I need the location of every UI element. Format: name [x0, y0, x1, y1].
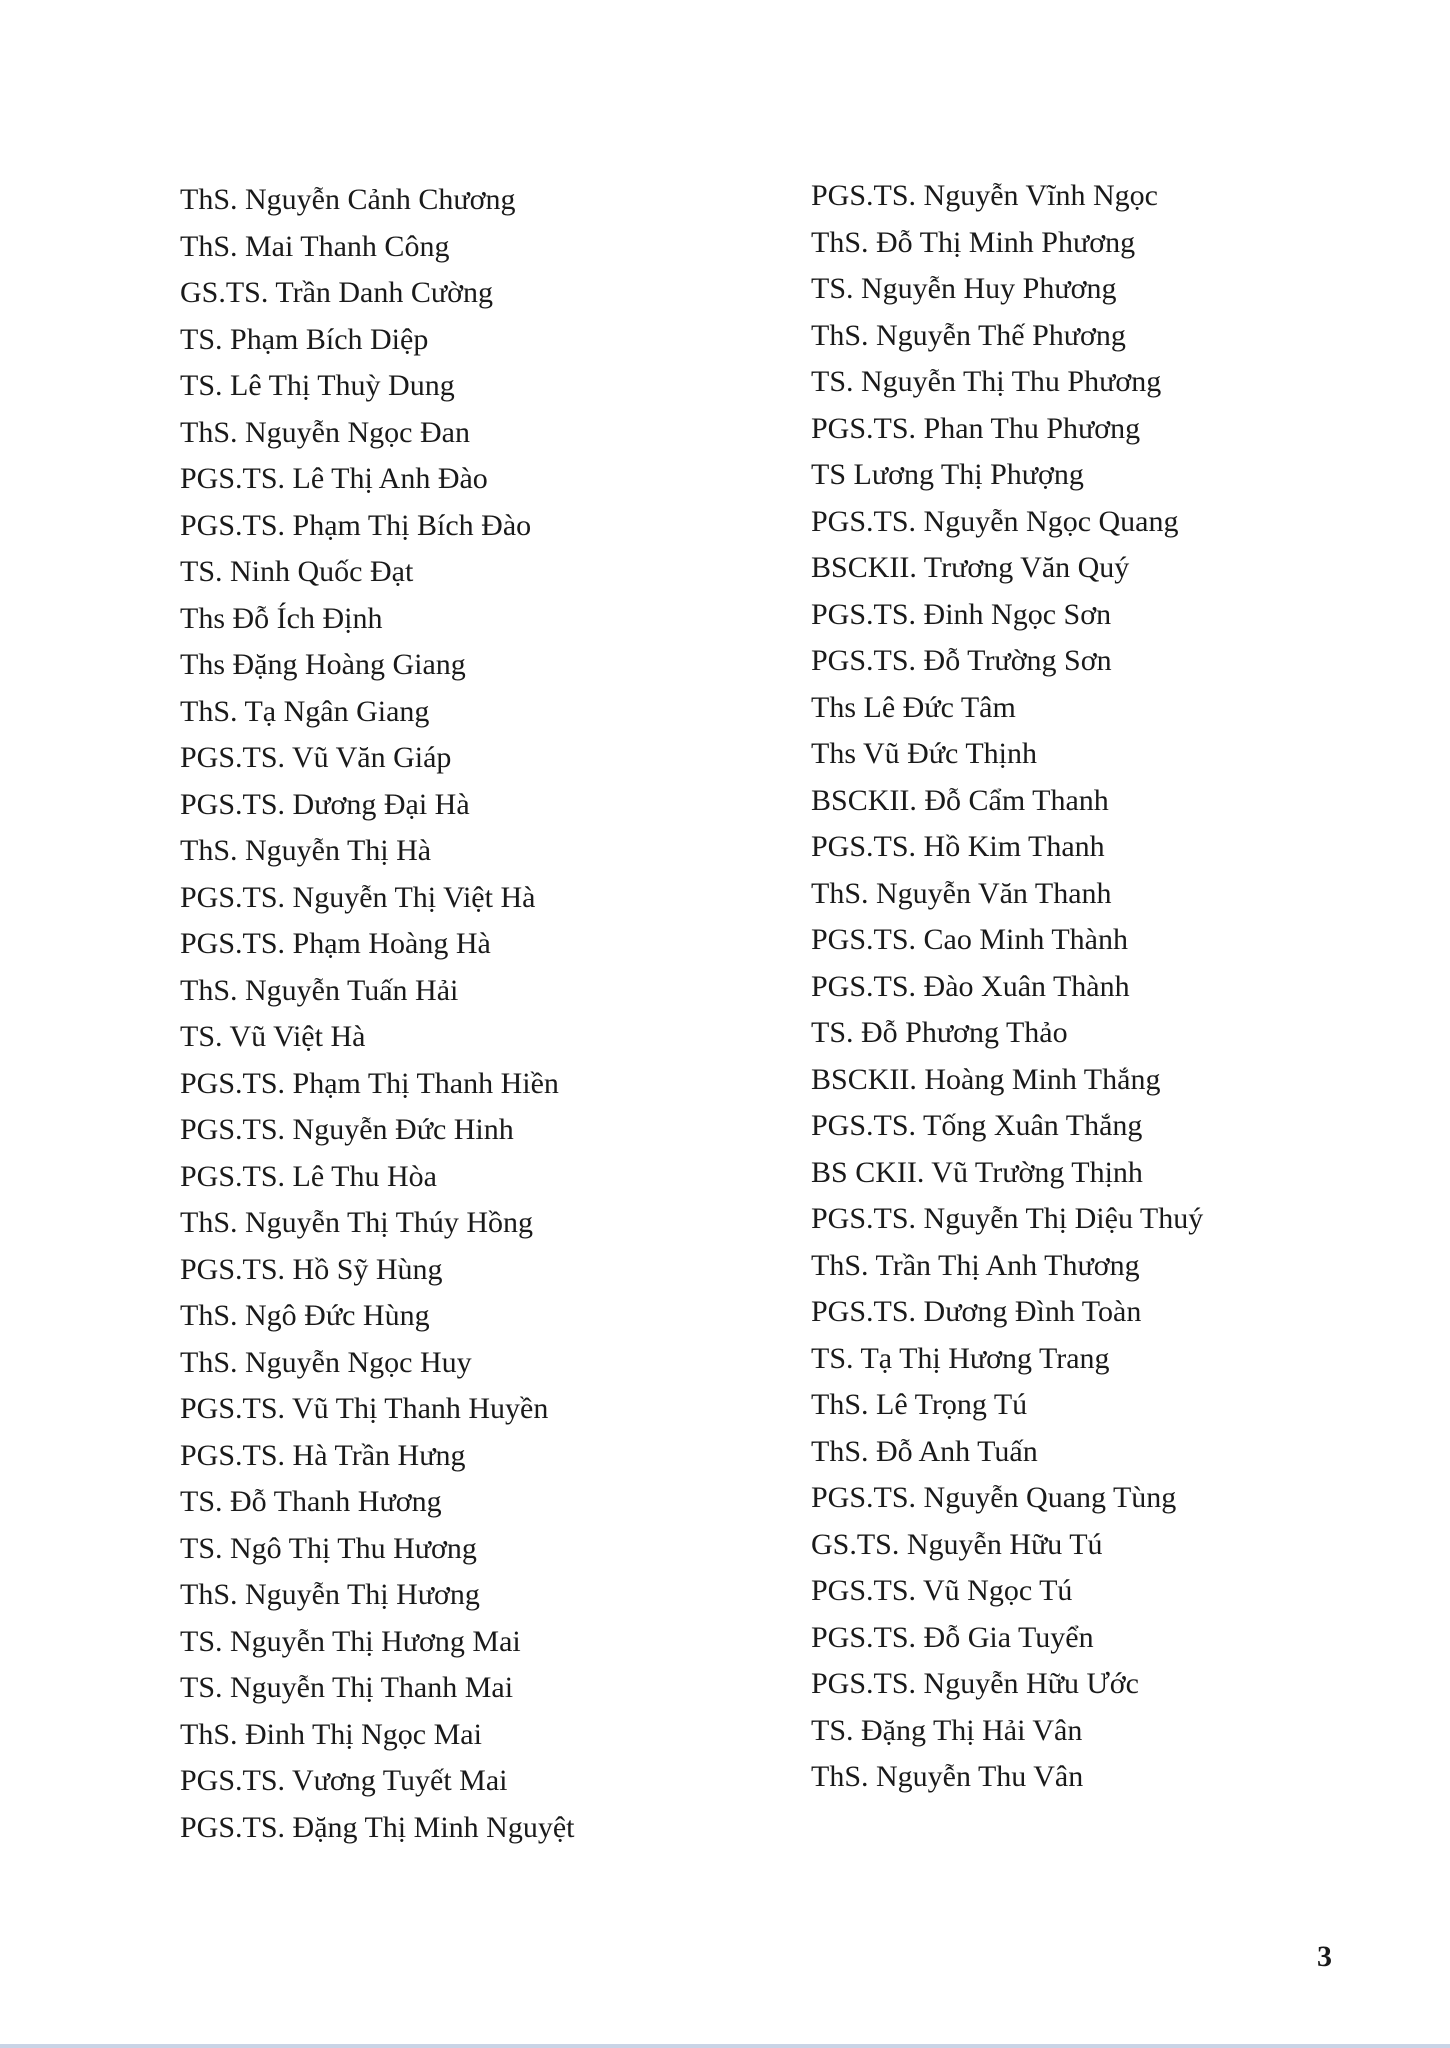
list-item: PGS.TS. Vũ Văn Giáp — [180, 741, 452, 774]
list-item: TS. Lê Thị Thuỳ Dung — [180, 369, 455, 402]
list-item: BSCKII. Hoàng Minh Thắng — [811, 1062, 1161, 1096]
list-item: TS. Đỗ Thanh Hương — [180, 1485, 442, 1518]
list-item: PGS.TS. Nguyễn Ngọc Quang — [811, 504, 1179, 538]
list-item: TS. Nguyễn Thị Thanh Mai — [180, 1671, 514, 1704]
list-item: ThS. Tạ Ngân Giang — [180, 694, 430, 728]
list-item: BSCKII. Trương Văn Quý — [811, 551, 1130, 584]
list-item: PGS.TS. Nguyễn Vĩnh Ngọc — [811, 179, 1158, 212]
list-item: PGS.TS. Hà Trần Hưng — [180, 1438, 466, 1472]
list-item: TS. Nguyễn Huy Phương — [811, 272, 1117, 305]
list-item: PGS.TS. Tống Xuân Thắng — [811, 1109, 1143, 1142]
list-item: ThS. Mai Thanh Công — [180, 229, 450, 263]
list-item: PGS.TS. Nguyễn Thị Việt Hà — [180, 880, 536, 914]
list-item: PGS.TS. Nguyễn Thị Diệu Thuý — [811, 1202, 1204, 1235]
list-item: Ths Vũ Đức Thịnh — [811, 737, 1037, 770]
list-item: TS. Ngô Thị Thu Hương — [180, 1531, 477, 1565]
list-item: ThS. Đỗ Anh Tuấn — [811, 1434, 1038, 1468]
list-item: TS. Đỗ Phương Thảo — [811, 1016, 1068, 1049]
list-item: ThS. Nguyễn Tuấn Hải — [180, 973, 459, 1007]
list-item: PGS.TS. Phan Thu Phương — [811, 411, 1141, 445]
list-item: TS Lương Thị Phượng — [811, 458, 1084, 491]
list-item: PGS.TS. Đỗ Gia Tuyển — [811, 1620, 1094, 1654]
list-item: ThS. Nguyễn Cảnh Chương — [180, 183, 516, 216]
list-item: ThS. Nguyễn Ngọc Đan — [180, 415, 470, 449]
list-item: PGS.TS. Đỗ Trường Sơn — [811, 644, 1112, 677]
list-item: GS.TS. Trần Danh Cường — [180, 276, 494, 309]
list-item: PGS.TS. Vương Tuyết Mai — [180, 1764, 508, 1797]
list-item: ThS. Ngô Đức Hùng — [180, 1299, 430, 1332]
list-item: PGS.TS. Phạm Thị Bích Đào — [180, 508, 532, 542]
list-item: Ths Đỗ Ích Định — [180, 601, 383, 635]
list-item: TS. Nguyễn Thị Hương Mai — [180, 1624, 521, 1658]
list-item: TS. Phạm Bích Diệp — [180, 322, 429, 356]
list-item: ThS. Nguyễn Thị Hương — [180, 1578, 480, 1611]
list-item: ThS. Đỗ Thị Minh Phương — [811, 225, 1136, 259]
list-item: PGS.TS. Phạm Hoàng Hà — [180, 927, 491, 960]
list-item: PGS.TS. Vũ Ngọc Tú — [811, 1574, 1073, 1607]
list-item: PGS.TS. Cao Minh Thành — [811, 923, 1128, 956]
list-item: ThS. Nguyễn Văn Thanh — [811, 876, 1112, 910]
list-item: Ths Đặng Hoàng Giang — [180, 648, 466, 681]
list-item: PGS.TS. Hồ Kim Thanh — [811, 830, 1105, 863]
right-name-column — [811, 173, 1203, 1801]
list-item: PGS.TS. Vũ Thị Thanh Huyền — [180, 1392, 549, 1425]
list-item: ThS. Lê Trọng Tú — [811, 1388, 1028, 1421]
list-item: TS. Tạ Thị Hương Trang — [811, 1341, 1110, 1375]
list-item: PGS.TS. Lê Thu Hòa — [180, 1159, 437, 1193]
page-bottom-edge — [0, 2044, 1450, 2048]
list-item: GS.TS. Nguyễn Hữu Tú — [811, 1527, 1103, 1561]
list-item: TS. Nguyễn Thị Thu Phương — [811, 365, 1162, 398]
list-item: BSCKII. Đỗ Cẩm Thanh — [811, 783, 1109, 817]
list-item: TS. Vũ Việt Hà — [180, 1020, 366, 1053]
list-item: TS. Ninh Quốc Đạt — [180, 555, 414, 588]
list-item: ThS. Nguyễn Thu Vân — [811, 1760, 1084, 1793]
list-item: PGS.TS. Đinh Ngọc Sơn — [811, 597, 1112, 631]
list-item: PGS.TS. Đặng Thị Minh Nguyệt — [180, 1810, 575, 1844]
list-item: ThS. Nguyễn Thế Phương — [811, 318, 1126, 352]
list-item: ThS. Đinh Thị Ngọc Mai — [180, 1717, 482, 1751]
list-item: PGS.TS. Nguyễn Quang Tùng — [811, 1481, 1177, 1514]
list-item: PGS.TS. Hồ Sỹ Hùng — [180, 1252, 443, 1286]
list-item: ThS. Trần Thị Anh Thương — [811, 1248, 1140, 1282]
page-number: 3 — [1317, 1940, 1332, 1973]
list-item: ThS. Nguyễn Ngọc Huy — [180, 1345, 472, 1379]
list-item: PGS.TS. Phạm Thị Thanh Hiền — [180, 1066, 559, 1100]
list-item: PGS.TS. Đào Xuân Thành — [811, 969, 1130, 1003]
left-name-column — [180, 177, 574, 1851]
list-item: TS. Đặng Thị Hải Vân — [811, 1713, 1083, 1747]
list-item: Ths Lê Đức Tâm — [811, 690, 1016, 724]
list-item: PGS.TS. Lê Thị Anh Đào — [180, 462, 488, 495]
list-item: PGS.TS. Dương Đình Toàn — [811, 1295, 1142, 1328]
list-item: BS CKII. Vũ Trường Thịnh — [811, 1155, 1143, 1189]
list-item: PGS.TS. Nguyễn Đức Hinh — [180, 1113, 514, 1146]
list-item: ThS. Nguyễn Thị Hà — [180, 834, 432, 867]
list-item: PGS.TS. Dương Đại Hà — [180, 787, 470, 821]
list-item: PGS.TS. Nguyễn Hữu Ước — [811, 1667, 1139, 1700]
list-item: ThS. Nguyễn Thị Thúy Hồng — [180, 1206, 534, 1239]
